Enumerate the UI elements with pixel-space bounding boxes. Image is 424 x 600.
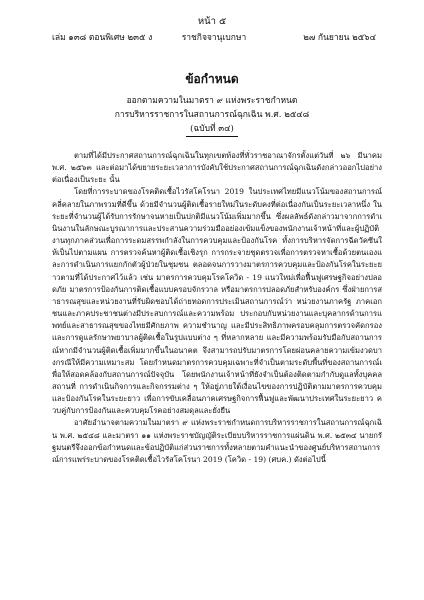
document-title: ข้อกำหนด [185, 72, 239, 86]
issue-info: เล่ม ๑๓๘ ตอนพิเศษ ๒๓๕ ง [52, 33, 153, 43]
subtitle-act: การบริหารราชการในสถานการณ์ฉุกเฉิน พ.ศ. ๒๕๔๘ [114, 110, 310, 120]
document-body [52, 150, 382, 466]
paragraph-preamble: ตามที่ได้มีประกาศสถานการณ์ฉุกเฉินในทุกเขตท้องที่ทั่วราชอาณาจักรตั้งแต่วันที่ ๒๖ มีนาคม พ.ศ. ๒๕๖๓ และต่อมาได้ขยายระยะเวลาการบังคับใช้ประกาศสถานการณ์ฉุกเฉินดังกล่าวออกไปอย่างต่อเนื่องเป็นระยะ นั้น [52, 151, 382, 185]
gazette-name: ราชกิจจานุเบกษา [181, 33, 247, 43]
publish-date: ๒๗ กันยายน ๒๕๖๔ [303, 33, 376, 43]
subtitle-authority: ออกตามความในมาตรา ๙ แห่งพระราชกำหนด [126, 96, 298, 106]
title-divider [186, 136, 238, 137]
subtitle-edition: (ฉบับที่ ๓๔) [190, 124, 234, 134]
page-number: หน้า ๕ [197, 16, 227, 27]
paragraph-authority: อาศัยอำนาจตามความในมาตรา ๙ แห่งพระราชกำหนดการบริหารราชการในสถานการณ์ฉุกเฉิน พ.ศ. ๒๕๔๘ และมาตรา ๑๑ แห่งพระราชบัญญัติระเบียบบริหารราชการแผ่นดิน พ.ศ. ๒๕๓๔ นายกรัฐมนตรีจึงออกข้อกำหนดและข้อปฏิบัติแก่ส่วนราชการทั้งหลายตามคำแนะนำของศูนย์บริหารสถานการณ์การแพร่ระบาดของโรคติดเชื้อไวรัสโคโรนา 2019 (โควิด - 19) (ศบค.) ดังต่อไปนี้ [52, 418, 382, 464]
gazette-header [52, 30, 376, 44]
paragraph-situation: โดยที่การระบาดของโรคติดเชื้อไวรัสโคโรนา 2019 ในประเทศไทยมีแนวโน้มของสถานการณ์คลี่คลายในภาพรวมที่ดีขึ้น ด้วยมีจำนวนผู้ติดเชื้อรายใหม่ในระดับคงที่ต่อเนื่องกันเป็นระยะเวลาหนึ่ง ในระยะที่จำนวนผู้ได้รับการรักษาจนหายเป็นปกติมีแนวโน้มเพิ่มมากขึ้น ซึ่งผลลัพธ์ดังกล่าวมาจากการดำเนินงานในลักษณะบูรณาการและประสานความร่วมมืออย่องเข้มแข็งของพนักงานเจ้าหน้าที่และผู้ปฏิบัติงานทุกภาคส่วนเพื่อการระดมสรรพกำลังในการควบคุมและป้องกันโรค ทั้งการบริหารจัดการฉีดวัคซีนให้เป็นไปตามแผน การตรวจค้นหาผู้ติดเชื้อเชิงรุก การกระจายชุดตรวจเพื่อการตรวจหาเชื้อด้วยตนเองและการดำเนินการแยกกักตัวผู้ป่วยในชุมชน ตลอดจนการวางมาตรการควบคุมและป้องกันโรคในระยะยาวตามที่ได้ประกาศไว้แล้ว เช่น มาตรการควบคุมโรคโควิด - 19 แนวใหม่เพื่อฟื้นฟูเศรษฐกิจอย่างปลอดภัย มาตรการป้องกันการติดเชื้อแบบครอบจักรวาล หรือมาตรการปลอดภัยสำหรับองค์กร ซึ่งฝ่ายการสาธารณสุขและหน่วยงานที่รับผิดชอบได้ถ่ายทอดการประเมินสถานการณ์ว่า หน่วยงานภาครัฐ ภาคเอกชนและภาคประชาชนต่างมีประสบการณ์และความพร้อม ประกอบกับหน่วยงานและบุคลากรด้านการแพทย์และสาธารณสุขของไทยมีศักยภาพ ความชำนาญ และมีประสิทธิภาพครอบคลุมการตรวจคัดกรองและการดูแลรักษาพยาบาลผู้ติดเชื้อในรูปแบบต่าง ๆ ที่หลากหลาย และมีความพร้อมรับมือกับสถานการณ์หากมีจำนวนผู้ติดเชื้อเพิ่มมากขึ้นในอนาคต จึงสามารถปรับมาตรการโดยผ่อนคลายความเข้มงวดบางกรณีให้มีความเหมาะสม โดยกำหนดมาตรการควบคุมเฉพาะที่จำเป็นตามระดับพื้นที่ของสถานการณ์เพื่อให้สอดคล้องกับสถานการณ์ปัจจุบัน โดยพนักงานเจ้าหน้าที่ยังจำเป็นต้องติดตามกำกับดูแลทั้งบุคคล สถานที่ การดำเนินกิจการและกิจกรรมต่าง ๆ ให้อยู่ภายใต้เงื่อนไขของการปฏิบัติตามมาตรการควบคุมและป้องกันโรคในระยะยาว เพื่อการขับเคลื่อนภาคเศรษฐกิจการฟื้นฟูและพัฒนาประเทศในระยะยาว ควบคู่กับการป้องกันและควบคุมโรคอย่างสมดุลและยั่งยืน [52, 187, 382, 416]
